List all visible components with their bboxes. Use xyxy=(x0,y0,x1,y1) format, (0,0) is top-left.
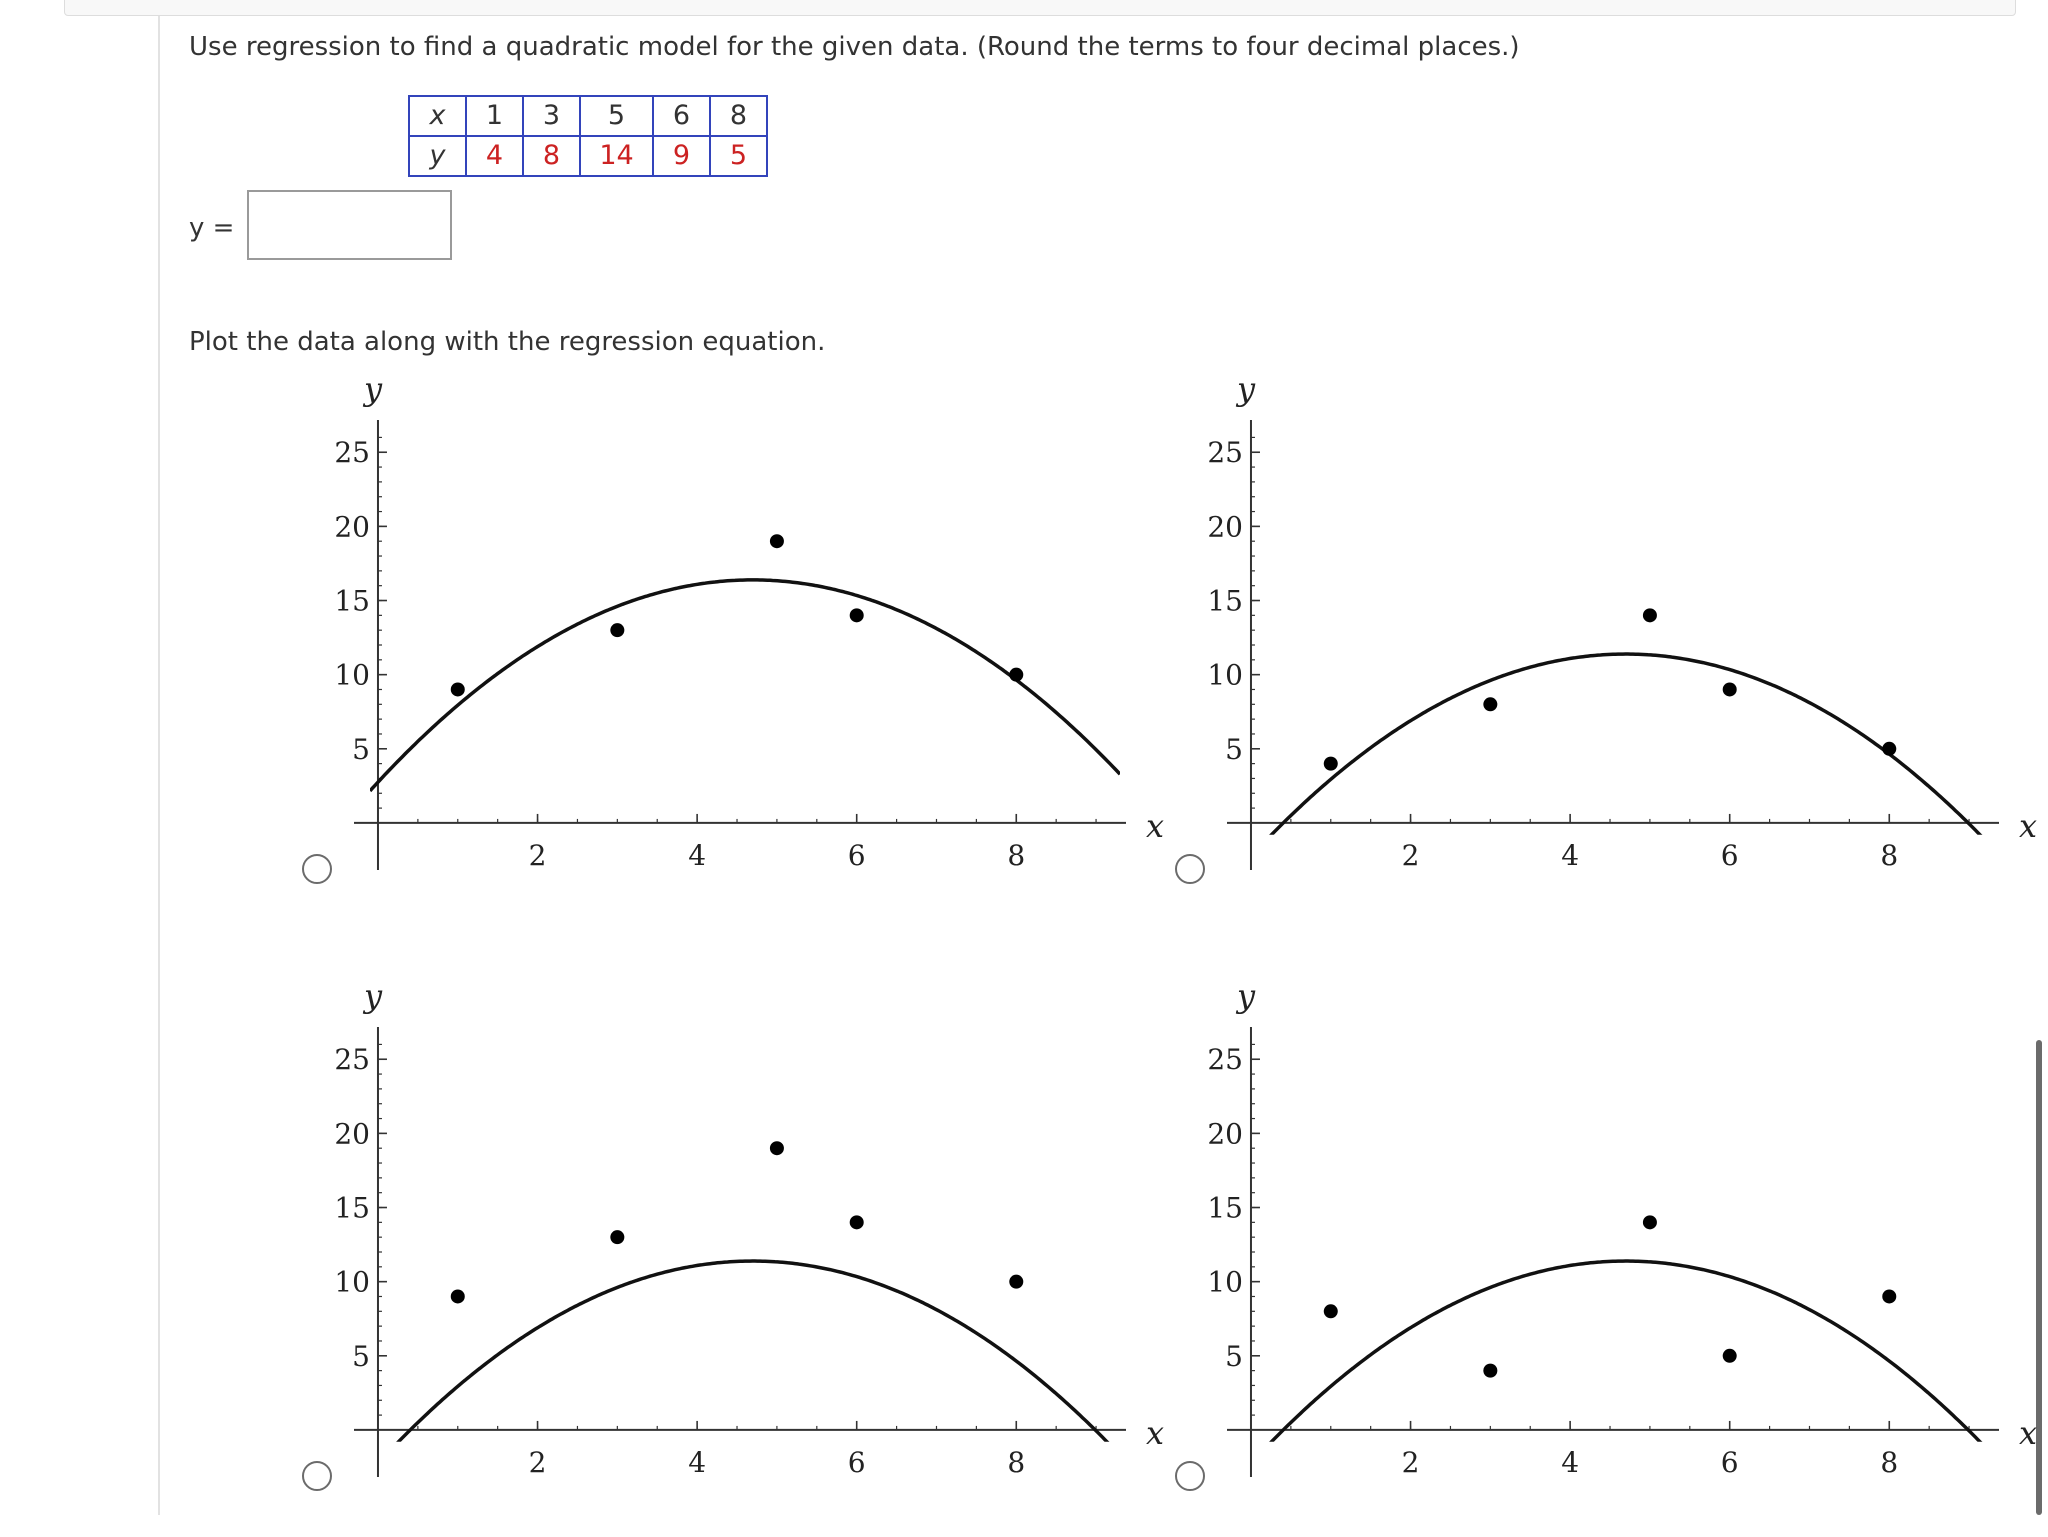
x-tick-label: 8 xyxy=(1007,838,1026,872)
y-tick-label: 25 xyxy=(334,436,370,470)
y-tick-label: 20 xyxy=(334,1117,370,1151)
x-tick-label: 2 xyxy=(1401,838,1420,872)
y-tick-label: 25 xyxy=(1207,1043,1243,1077)
data-point xyxy=(610,623,624,637)
y-tick-label: 25 xyxy=(1207,436,1243,470)
x-axis-label: x xyxy=(2019,1413,2038,1452)
data-point xyxy=(1483,1364,1497,1378)
x-tick-label: 4 xyxy=(688,838,707,872)
table-row-y xyxy=(409,136,767,176)
y-tick-label: 5 xyxy=(1225,1339,1243,1373)
x-tick-label: 8 xyxy=(1880,1445,1899,1479)
graph-option-top-right xyxy=(1193,370,2048,930)
x-tick-label: 4 xyxy=(1561,838,1580,872)
x-tick-label: 4 xyxy=(688,1445,707,1479)
x-axis-label: x xyxy=(2019,806,2038,845)
y-tick-label: 20 xyxy=(1207,510,1243,544)
y-axis-label: y xyxy=(1236,370,1256,408)
table-cell-x: 8 xyxy=(710,96,767,136)
y-tick-label: 5 xyxy=(352,732,370,766)
y-tick-label: 25 xyxy=(334,1043,370,1077)
graph-option-bottom-right xyxy=(1193,977,2048,1537)
x-axis-label: x xyxy=(1146,806,1165,845)
table-cell-x: 5 xyxy=(580,96,653,136)
x-tick-label: 6 xyxy=(847,1445,866,1479)
data-point xyxy=(451,1289,465,1303)
x-tick-label: 6 xyxy=(1720,1445,1739,1479)
table-cell-y: 5 xyxy=(710,136,767,176)
y-tick-label: 15 xyxy=(1207,584,1243,618)
y-tick-label: 5 xyxy=(352,1339,370,1373)
y-tick-label: 20 xyxy=(334,510,370,544)
data-point xyxy=(610,1230,624,1244)
data-point xyxy=(1723,682,1737,696)
regression-curve xyxy=(370,1261,1120,1472)
y-tick-label: 5 xyxy=(1225,732,1243,766)
x-axis-label: x xyxy=(1146,1413,1165,1452)
table-cell-y: 8 xyxy=(523,136,580,176)
table-cell-x: 1 xyxy=(466,96,523,136)
data-point xyxy=(1324,1304,1338,1318)
data-point xyxy=(770,1141,784,1155)
data-point xyxy=(1009,1275,1023,1289)
regression-curve xyxy=(370,580,1120,791)
x-tick-label: 4 xyxy=(1561,1445,1580,1479)
answer-input[interactable] xyxy=(247,190,452,260)
y-tick-label: 15 xyxy=(334,1191,370,1225)
data-point xyxy=(1643,1215,1657,1229)
x-tick-label: 2 xyxy=(528,838,547,872)
data-point xyxy=(850,1215,864,1229)
x-tick-label: 2 xyxy=(1401,1445,1420,1479)
data-point xyxy=(1009,668,1023,682)
regression-curve xyxy=(1243,654,1993,865)
data-point xyxy=(451,682,465,696)
table-row-x xyxy=(409,96,767,136)
table-cell-y: 14 xyxy=(580,136,653,176)
graph-option-bottom-left xyxy=(320,977,1180,1537)
table-cell-x: 6 xyxy=(653,96,710,136)
y-axis-label: y xyxy=(363,370,383,408)
table-cell-x: 3 xyxy=(523,96,580,136)
data-point xyxy=(1723,1349,1737,1363)
data-point xyxy=(850,608,864,622)
y-tick-label: 15 xyxy=(334,584,370,618)
data-point xyxy=(1882,742,1896,756)
data-point xyxy=(1882,1289,1896,1303)
x-tick-label: 8 xyxy=(1880,838,1899,872)
graph-option-top-left xyxy=(320,370,1180,930)
y-axis-label: y xyxy=(1236,977,1256,1015)
y-tick-label: 10 xyxy=(334,658,370,692)
data-table xyxy=(408,95,768,177)
answer-label: y = xyxy=(189,213,235,243)
y-tick-label: 15 xyxy=(1207,1191,1243,1225)
regression-curve xyxy=(1243,1261,1993,1472)
x-tick-label: 2 xyxy=(528,1445,547,1479)
x-tick-label: 8 xyxy=(1007,1445,1026,1479)
table-header-y: y xyxy=(409,136,466,176)
y-tick-label: 10 xyxy=(1207,658,1243,692)
x-tick-label: 6 xyxy=(847,838,866,872)
data-point xyxy=(770,534,784,548)
data-point xyxy=(1324,757,1338,771)
x-tick-label: 6 xyxy=(1720,838,1739,872)
data-point xyxy=(1643,608,1657,622)
table-header-x: x xyxy=(409,96,466,136)
table-cell-y: 4 xyxy=(466,136,523,176)
question-instruction: Use regression to find a quadratic model for the given data. (Round the terms to four decimal places.) xyxy=(189,32,1520,62)
y-tick-label: 20 xyxy=(1207,1117,1243,1151)
plot-instruction: Plot the data along with the regression equation. xyxy=(189,327,826,357)
y-axis-label: y xyxy=(363,977,383,1015)
y-tick-label: 10 xyxy=(1207,1265,1243,1299)
y-tick-label: 10 xyxy=(334,1265,370,1299)
table-cell-y: 9 xyxy=(653,136,710,176)
data-point xyxy=(1483,697,1497,711)
content-left-border xyxy=(158,16,160,1515)
top-panel-edge xyxy=(64,0,2016,16)
